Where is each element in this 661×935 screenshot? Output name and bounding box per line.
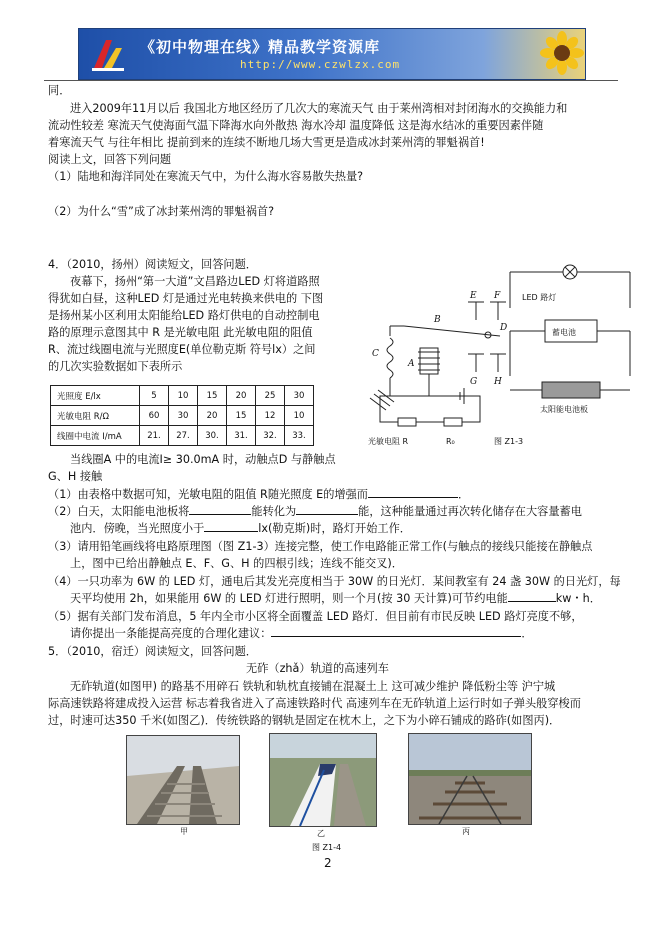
answer-blank[interactable]: [189, 503, 251, 515]
sub-question-5: （5）据有关部门发布消息，5 年内全市小区将全面覆盖 LED 路灯．但目前有市民反映 LED 路灯亮度不够，: [48, 610, 583, 623]
photo-ballastless-track: [126, 735, 240, 825]
circuit-diagram: [360, 258, 640, 453]
text-line: G、H 接触: [48, 470, 103, 483]
data-table: [50, 385, 314, 446]
text-line: R、流过线圈电流与光照度E(单位勒克斯 符号lx）之间: [48, 343, 316, 356]
letter-b: B: [434, 315, 441, 325]
sub-question-4-cont: [70, 590, 601, 607]
sub-question-text: 能，这种能量通过再次转化储存在大容量蓄电: [358, 505, 582, 518]
table-header: 光敏电阻 R/Ω: [51, 406, 140, 426]
banner-url: http://www.czwlzx.com: [240, 58, 401, 71]
table-cell: 25: [256, 386, 285, 406]
table-cell: 20: [227, 386, 256, 406]
solar-panel-icon: [542, 382, 600, 398]
letter-g: G: [470, 377, 478, 387]
table-cell: 27.: [169, 426, 198, 446]
table-cell: 30: [169, 406, 198, 426]
page-number: 2: [324, 856, 332, 870]
table-row: [51, 426, 314, 446]
table-row: [51, 386, 314, 406]
header-divider: [44, 80, 618, 81]
r0-label: R₀: [446, 437, 455, 446]
answer-blank[interactable]: [508, 590, 556, 602]
sub-question-text: 天平均使用 2h，如果能用 6W 的 LED 灯进行照明，则一个月(按 30 天计算)可节约电能: [70, 592, 508, 605]
answer-blank[interactable]: [204, 520, 258, 532]
table-cell: 32.: [256, 426, 285, 446]
table-cell: 10: [169, 386, 198, 406]
text-line: 夜幕下，扬州“第一大道”文昌路边LED 灯将道路照: [70, 275, 320, 288]
text-line: 着寒流天气 与往年相比 提前到来的连续不断地几场大雪更是造成冰封莱州湾的罪魁祸首!: [48, 136, 485, 149]
answer-blank[interactable]: [368, 486, 458, 498]
letter-a: A: [408, 359, 415, 369]
text-line: 当线圈A 中的电流I≥ 30.0mA 时，动触点D 与静触点: [70, 453, 336, 466]
sub-question-2: [48, 503, 582, 520]
sub-question-1: （1）由表格中数据可知，光敏电阻的阻值 R随光照度 E的增强而 ．: [48, 488, 470, 501]
table-cell: 60: [140, 406, 169, 426]
text-line: 得犹如白昼，这种LED 灯是通过光电转换来供电的 下图: [48, 292, 324, 305]
sub-question-text: 池内．傍晚，当光照度小于: [70, 522, 205, 535]
site-logo-icon: [88, 34, 128, 74]
sub-question-text: 请你提出一条能提高亮度的合理化建议：: [70, 627, 272, 640]
sub-question-4: （4）一只功率为 6W 的 LED 灯，通电后其发光亮度相当于 30W 的日光灯．某间教室有 24 盏 30W 的日光灯，每: [48, 575, 621, 588]
text-line: 阅读上文，回答下列问题: [48, 153, 172, 166]
table-cell: 15: [227, 406, 256, 426]
table-cell: 30.: [198, 426, 227, 446]
text-line: 路的原理示意图其中 R 是光敏电阻 此光敏电阻的阻值: [48, 326, 313, 339]
table-cell: 10: [285, 406, 314, 426]
sub-question-3: （3）请用铅笔画线将电路原理图（图 Z1-3）连接完整，使工作电路能正常工作(与触点的接线只能接在静触点: [48, 540, 593, 553]
question-2: （2）为什么“雪”成了冰封莱州湾的罪魁祸首?: [48, 205, 275, 218]
letter-c: C: [372, 349, 379, 359]
table-cell: 30: [285, 386, 314, 406]
answer-blank[interactable]: [296, 503, 358, 515]
text-line: 际高速铁路将建成投入运营 标志着我省进入了高速铁路时代 高速列车在无砟轨道上运行时如子弹头般穿梭而: [48, 697, 581, 710]
solar-label: 太阳能电池板: [540, 405, 588, 414]
table-header: 线圈中电流 I/mA: [51, 426, 140, 446]
sunflower-icon: [540, 31, 584, 75]
letter-d: D: [500, 323, 508, 333]
figure-label: 图 Z1-4: [312, 843, 342, 852]
table-header: 光照度 E/lx: [51, 386, 140, 406]
article-title: 无砟（zhǎ）轨道的高速列车: [246, 662, 389, 675]
sub-question-5-cont: 请你提出一条能提高亮度的合理化建议： ．: [70, 627, 533, 640]
answer-blank[interactable]: [271, 625, 521, 637]
banner-title: 《初中物理在线》精品教学资源库: [140, 38, 381, 56]
sub-question-text: kw・h．: [555, 592, 601, 605]
sub-question-text: （1）由表格中数据可知，光敏电阻的阻值 R随光照度 E的增强而: [48, 488, 368, 501]
text-line: 进入2009年11月以后 我国北方地区经历了几次大的寒流天气 由于莱州湾相对封闭海水的交换能力和: [70, 102, 568, 115]
letter-f: F: [494, 291, 501, 301]
figure-label: 图 Z1-3: [494, 437, 524, 446]
battery-label: 蓄电池: [552, 328, 576, 337]
table-cell: 12: [256, 406, 285, 426]
problem-4-heading: 4．（2010，扬州）阅读短文，回答问题．: [48, 258, 257, 271]
text-line: 流动性较差 寒流天气使海面气温下降海水向外散热 海水冷却 温度降低 这是海水结冰的重要因素伴随: [48, 119, 544, 132]
photo-ballast-track: [408, 733, 532, 825]
table-row: [51, 406, 314, 426]
letter-e: E: [470, 291, 477, 301]
led-label: LED 路灯: [522, 293, 557, 302]
letter-h: H: [494, 377, 502, 387]
text-line: 上，图中已给出静触点 E、F、G、H 的四根引线；连线不能交叉)．: [70, 557, 403, 570]
table-cell: 20: [198, 406, 227, 426]
photo-caption: 丙: [462, 827, 470, 836]
table-cell: 21.: [140, 426, 169, 446]
photo-high-speed-train: [269, 733, 377, 827]
table-cell: 33.: [285, 426, 314, 446]
sub-question-2-cont: [70, 520, 411, 537]
photoresistor-label: 光敏电阻 R: [368, 437, 409, 446]
photo-caption: 乙: [317, 829, 325, 838]
text-line: 的几次实验数据如下表所示: [48, 360, 183, 373]
photo-caption: 甲: [180, 827, 188, 836]
sub-question-text: （2）白天，太阳能电池板将: [48, 505, 190, 518]
text-line: 是扬州某小区利用太阳能给LED 路灯供电的自动控制电: [48, 309, 320, 322]
question-1: （1）陆地和海洋同处在寒流天气中，为什么海水容易散失热量?: [48, 170, 364, 183]
text-line: 无砟轨道(如图甲) 的路基不用碎石 铁轨和轨枕直接铺在混凝土上 这可减少维护 降低粉尘等 沪宁城: [70, 680, 556, 693]
sub-question-text: lx(勒克斯)时，路灯开始工作．: [258, 522, 411, 535]
text-line: 同．: [48, 84, 71, 97]
text-line: 过，时速可达350 千米(如图乙)．传统铁路的钢轨是固定在枕木上，之下为小碎石铺成的路砟(如图丙)．: [48, 714, 561, 727]
table-cell: 5: [140, 386, 169, 406]
table-cell: 15: [198, 386, 227, 406]
problem-5-heading: 5．（2010，宿迁）阅读短文，回答问题．: [48, 645, 257, 658]
table-cell: 31.: [227, 426, 256, 446]
sub-question-text: 能转化为: [251, 505, 297, 518]
